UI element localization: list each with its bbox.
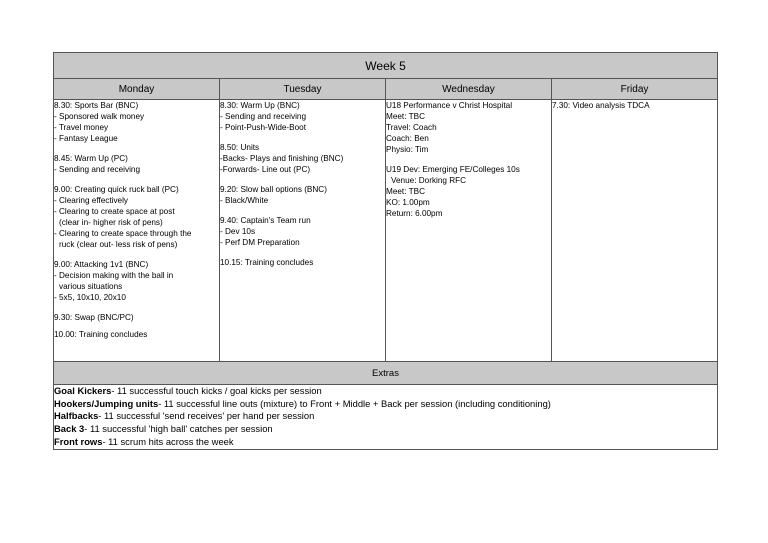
wednesday-line: Physio: Tim bbox=[386, 145, 429, 154]
monday-line: 8.30: Sports Bar (BNC) bbox=[54, 101, 139, 110]
friday-cell bbox=[552, 100, 718, 362]
extras-item bbox=[54, 410, 717, 423]
extras-item bbox=[54, 436, 717, 449]
extras-item-text: - 11 successful 'send receives' per hand per session bbox=[98, 410, 315, 422]
wednesday-line: Meet: TBC bbox=[386, 187, 425, 196]
tuesday-line: 9.40: Captain's Team run bbox=[220, 216, 311, 225]
extras-item bbox=[54, 385, 717, 398]
tuesday-line: - Perf DM Preparation bbox=[220, 238, 300, 247]
extras-item-label: Halfbacks bbox=[54, 410, 99, 422]
extras-item bbox=[54, 398, 717, 411]
monday-line: 9.30: Swap (BNC/PC) bbox=[54, 313, 134, 322]
tuesday-line: - Black/White bbox=[220, 196, 269, 205]
monday-line: - Travel money bbox=[54, 123, 109, 132]
week-title: Week 5 bbox=[54, 53, 718, 79]
monday-line: 10.00: Training concludes bbox=[54, 330, 148, 339]
tuesday-line: - Point-Push-Wide-Boot bbox=[220, 123, 307, 132]
monday-cell bbox=[54, 100, 220, 362]
tuesday-line: - Sending and receiving bbox=[220, 112, 307, 121]
monday-line: - Decision making with the ball in bbox=[54, 271, 174, 280]
wednesday-line: U18 Performance v Christ Hospital bbox=[386, 101, 513, 110]
monday-line: 9.00: Creating quick ruck ball (PC) bbox=[54, 185, 179, 194]
extras-item-label: Front rows bbox=[54, 435, 103, 447]
monday-line: - Clearing to create space through the bbox=[54, 229, 192, 238]
tuesday-line: - Dev 10s bbox=[220, 227, 256, 236]
monday-line: - Sending and receiving bbox=[54, 165, 141, 174]
tuesday-line: 9.20: Slow ball options (BNC) bbox=[220, 185, 327, 194]
extras-item-text: - 11 successful line outs (mixture) to Front + Middle + Back per session (including conditioning) bbox=[158, 397, 551, 409]
monday-line: - 5x5, 10x10, 20x10 bbox=[54, 293, 126, 302]
wednesday-line: Meet: TBC bbox=[386, 112, 425, 121]
tuesday-line: -Forwards- Line out (PC) bbox=[220, 165, 311, 174]
day-header-wednesday: Wednesday bbox=[386, 79, 552, 100]
extras-item-text: - 11 successful 'high ball' catches per session bbox=[84, 423, 273, 435]
tuesday-line: 8.50: Units bbox=[220, 143, 260, 152]
monday-line: - Clearing effectively bbox=[54, 196, 129, 205]
monday-line: ruck (clear out- less risk of pens) bbox=[59, 240, 178, 249]
day-header-monday: Monday bbox=[54, 79, 220, 100]
tuesday-line: -Backs- Plays and finishing (BNC) bbox=[220, 154, 344, 163]
monday-line: various situations bbox=[59, 282, 123, 291]
extras-item-label: Back 3 bbox=[54, 423, 85, 435]
extras-cell bbox=[54, 385, 718, 450]
monday-line: - Clearing to create space at post bbox=[54, 207, 175, 216]
wednesday-line: Coach: Ben bbox=[386, 134, 429, 143]
monday-line: 9.00: Attacking 1v1 (BNC) bbox=[54, 260, 149, 269]
tuesday-line: 8.30: Warm Up (BNC) bbox=[220, 101, 300, 110]
extras-item-label: Hookers/Jumping units bbox=[54, 397, 159, 409]
monday-line: - Fantasy League bbox=[54, 134, 118, 143]
extras-item-text: - 11 successful touch kicks / goal kicks per session bbox=[111, 385, 322, 396]
extras-item bbox=[54, 423, 717, 436]
monday-line: (clear in- higher risk of pens) bbox=[59, 218, 163, 227]
monday-line: 8.45: Warm Up (PC) bbox=[54, 154, 128, 163]
wednesday-line: Return: 6.00pm bbox=[386, 209, 443, 218]
wednesday-line: Venue: Dorking RFC bbox=[391, 176, 467, 185]
friday-line: 7.30: Video analysis TDCA bbox=[552, 101, 650, 110]
wednesday-line: KO: 1.00pm bbox=[386, 198, 430, 207]
schedule-table bbox=[53, 52, 718, 450]
day-header-tuesday: Tuesday bbox=[220, 79, 386, 100]
monday-line: - Sponsored walk money bbox=[54, 112, 145, 121]
tuesday-line: 10.15: Training concludes bbox=[220, 258, 314, 267]
wednesday-line: U19 Dev: Emerging FE/Colleges 10s bbox=[386, 165, 520, 174]
day-header-friday: Friday bbox=[552, 79, 718, 100]
wednesday-line: Travel: Coach bbox=[386, 123, 437, 132]
wednesday-cell bbox=[386, 100, 552, 362]
tuesday-cell bbox=[220, 100, 386, 362]
extras-item-text: - 11 scrum hits across the week bbox=[102, 435, 234, 447]
extras-item-label: Goal Kickers bbox=[54, 385, 112, 396]
extras-heading: Extras bbox=[54, 362, 718, 385]
